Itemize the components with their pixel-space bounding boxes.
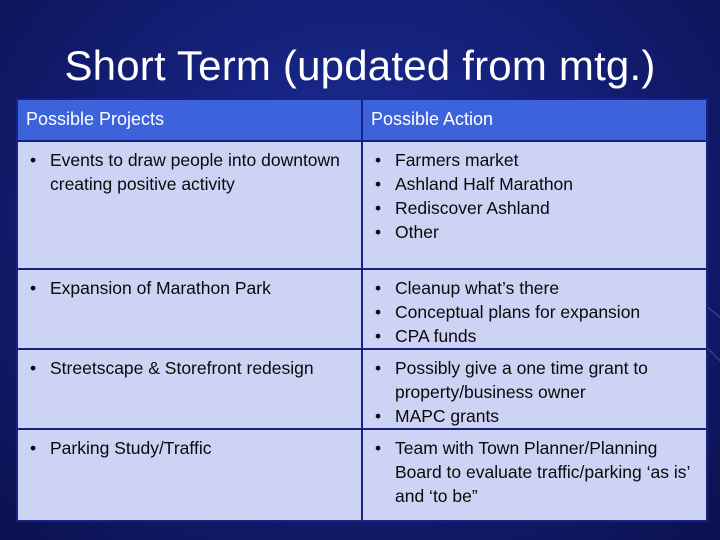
action-item: • Rediscover Ashland: [373, 196, 702, 220]
action-item: • Possibly give a one time grant to property/business owner: [373, 356, 702, 404]
action-item: • Cleanup what’s there: [373, 276, 702, 300]
action-item: • MAPC grants: [373, 404, 702, 428]
project-item: • Parking Study/Traffic: [28, 436, 357, 460]
action-cell: [362, 269, 707, 349]
table-row: [17, 141, 707, 269]
projects-table: [16, 98, 708, 522]
action-item: • Team with Town Planner/Planning Board to evaluate traffic/parking ‘as is’ and ‘to be”: [373, 436, 702, 508]
project-cell: [17, 429, 362, 521]
action-item: • Ashland Half Marathon: [373, 172, 702, 196]
project-cell: [17, 269, 362, 349]
action-cell: [362, 349, 707, 429]
table-header-row: [17, 99, 707, 141]
project-item: • Events to draw people into downtown creating positive activity: [28, 148, 357, 196]
table-row: [17, 429, 707, 521]
project-item: • Expansion of Marathon Park: [28, 276, 357, 300]
action-cell: [362, 429, 707, 521]
table-row: [17, 349, 707, 429]
action-item: • Other: [373, 220, 702, 244]
action-cell: [362, 141, 707, 269]
header-possible-projects: Possible Projects: [17, 99, 362, 141]
action-item: • Conceptual plans for expansion: [373, 300, 702, 324]
table-row: [17, 269, 707, 349]
action-item: • CPA funds: [373, 324, 702, 348]
project-cell: [17, 141, 362, 269]
header-possible-action: Possible Action: [362, 99, 707, 141]
action-item: • Farmers market: [373, 148, 702, 172]
project-cell: [17, 349, 362, 429]
project-item: • Streetscape & Storefront redesign: [28, 356, 357, 380]
slide-title: Short Term (updated from mtg.): [64, 42, 656, 89]
